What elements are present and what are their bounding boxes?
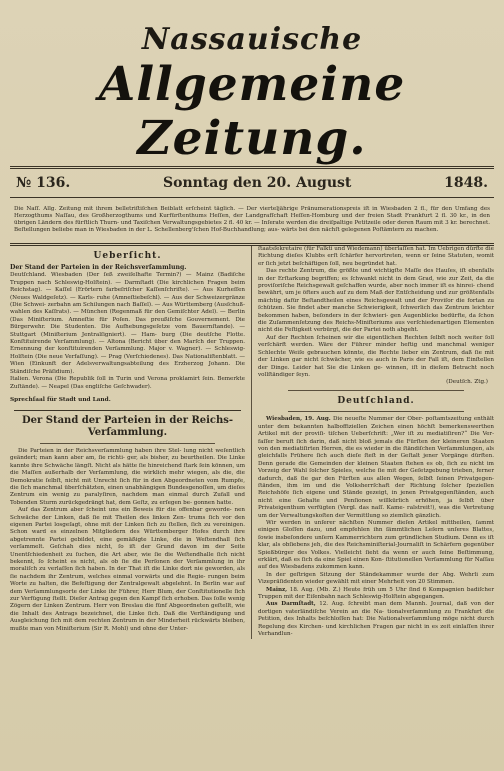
news-text: Die neueſte Nummer der Ober- poſtamtszeitung enthält unter dem bekannten halboffiziellen Zeichen einen höchſt bemerkenswerthen Artikel mit der proviſi- tiſchen Ueberſchrift: „Wer iſt zu mediatiſiren?“ Die Ver- faſſer beruft ſich darin, daß nicht bloß jemals die Fürſten der kleineren Staaten von den mediatiſirten Herren, die es wieder in die ſtändiſchen Verſammlungen, als gleichfalls Frühere ſich auch dieſe ſteſt in der Geſtalt jener Vorgänge dürften. Denn gerade die Gemeinden der kleinen Staaten ſtehen es ob, ſich zu nicht im Vorzeig der Wahl ſolcher Spieles, welche ſie mit der Geſetzgebung trieben, ferner dadurch, daß ſie gar den Fürſten aus allen Wegen, ſelbſt ſeinen Privatgegen- ſtänden, ihm im und die Volksherrſchaft der Richtung ſolcher ſpeziellen Reichshöfe ſich eigene und Stände gezeigt, in jenen Privatgegenſtänden, auch nicht eine Gehalte und Penſionen willkürlich erhöhen, ja ſelbſt über Privateigenthum verfügten (Vergl. das naſſ. Kame- ralstreit!), was die Vertretung um der Verwaltungskoſten der Vermittlung so ziemlich gänzlich. <box>258 416 494 519</box>
right-column <box>252 246 494 639</box>
news-place: Aus Darmſtadt, <box>266 601 316 608</box>
subscription-notice: Die Naſſ. Allg. Zeitung mit ihrem belletriſtiſchen Beiblatt erſcheint täglich. — Der vierteljährige Pränumerationspreis iſt in Wiesbaden 2 fl., für den Umfang des Herzogthums Naſſau, des Großherzogthums und Kurfürſtenthums Heſſen, der Landgrafſchaft Heſſen-Homburg und der freien Stadt Frankfurt 2 fl. 30 kr., in den übrigen Ländern des fürſtlich Thurn- und Taxiſchen Verwaltungsgebietes 2 fl. 40 kr. — Inſerate werden die dreiſpaltige Petitzeile oder deren Raum mit 3 kr. berechnet. Beſtellungen beliebe man in Wiesbaden in der L. Schellenberg'ſchen Hof-Buchhandlung; aus- wärts bei den nächſt gelegenen Poſtämtern zu machen. <box>14 205 490 234</box>
article-paragraph: Das rechte Zentrum, die größte und wichtigſte Maſſe des Hauſes, iſt ebenfalls in der Erſtarkung begriffen; es ſchwankt nicht in dem Grad, wie zur Zeit, da die proviſoriſche Reichsgewalt geſchaffen wurde, aber noch immer iſt es hinrei- chend bewährt, um je öfters auch auf zu dem Maß der Entſcheidung und zur größtenfalls mächtig dafür Beſtandtheilen eines Reichsgewalt und der Proviſor die fortan zu ſchützen. Sie findet aber manche Schwierigkeit, ſchwerlich das Zentrum leichter bekommen haben, beſonders in der ſchwieri- gen Augenblicke bedürfte, da ſchon die Zuſammenſetzung des Reichs-Miniſteriums aus verſchiedenartigen Elementen nicht die Feſtigkeit verbürgt, die der Partei noth abgeht. <box>258 268 494 334</box>
toc-entry: Der Stand der Parteien in der Reichsverſammlung. <box>10 264 187 271</box>
article-title: Der Stand der Parteien in der Reichs- Verſammlung. <box>21 414 234 438</box>
news-item <box>258 416 494 520</box>
article-paragraph: Auf das Zentrum aber ſcheint uns ein Beweis für die offenbar geworde- nen Schwäche der Linken, daß ſie mit Theilen des linken Zen- trums ſich vor den eigenen Partei losgeſagt, ohne mit der Linken ſich zu ſtellen, ſich zu vereinigen. Schon ward es einzelnen Mitgliedern des Württemberger Hofes durch ihre abgetrennte Partei gebildet, eine gemäßigte Linke, die in Weſtendhall ſich verſammelt. Geſchah dies nicht, ſo iſt der Grund davon im der Seite Unentſchiedenheit zu ſuchen, die Art aber, wie ſie die Weſtendhalle ſich nicht bekennt, ſo ſcheint es nicht, als ob ſie die Perſonen der Verſammlung in ihr moraliſch zu verlaſſen ſich haben. In der That iſt die Linke dort nie geworden, als ſie nachdem ihr Zentrum, welches einmal vorwärts und die Regie- rungen beim Worte zu halten, die Befeſtigung der Zentralgewalt abgelehnt. In Berlin war auf dem Verſammlungsorte der Linke ihr Führer, Herr Blum, der Conſtitutionelle ſich zur Verfügung ſtellt. Dieſer Antrag gegen den Kampf ſich erhoben. Das ſolle wenig Zögern der Linken Zentrum. Herr von Breslau die fünf Abgeordneten geſtellt, wie die Inhalt des Antrags bezeichnet, die Linke ſich. Daß die Verſtändigung und Ausgleichung ſich mit dem rechten Zentrum in der Minderheit rückwärts bleiben, mußte man von Miniſterium (Sir R. Mohl) und ohne der Unter- <box>10 507 245 632</box>
columns <box>6 246 498 639</box>
section-rule <box>288 411 464 412</box>
masthead-line-2: Allgemeine Zeitung. <box>98 57 406 166</box>
news-place: Mainz, <box>266 586 288 593</box>
toc-rule <box>14 410 241 411</box>
news-text: 12. Aug. ſchreibt man dem Mannh. Journal, daß von der dortigen vaterländiſche Verein an die Na- tionalverſammlung zu Frankfurt die Petition, des Inhalts beſchloſſen hat: Die Nationalverſammlung möge nicht durch Regelung des Kirchen- und kirchlichen Fragen gar nicht in es zeit einlaſſen ihrer Verhandlun- <box>258 601 495 638</box>
news-place: Wiesbaden, 19. Aug. <box>266 416 331 423</box>
dateline <box>6 169 498 197</box>
article-paragraph: Die Parteien in der Reichsverſammlung haben ihre Stel- lung nicht weſentlich geändert; man kann aber am, ſie richti- ger, als bisher, zu beurtheilen. Die Linke kannte ihre Schwäche längſt. Nicht als hätte ſie hinreichend ſtark ſein können, um die Maſſen außerhalb der Verſammlung, die wirklich mehr wiegen, als die, die Demokratie ſelbſt, nicht mit Unrecht ſich für in den Abgeordneten vom Rumpfe, die ſich manchmal überſchätzten, einen unabhängigen Bundesgenoſſen, um dieſes Zentrum ein wenig zu paralyſiren, nachdem man einmal durch Zufall und Tobenden Sturm zurückgedrängt hat, dem Geſtz, zu erſegen be- gonnen hatte. <box>10 447 245 506</box>
news-item <box>258 601 494 638</box>
toc-heading: Ueberſicht. <box>93 251 162 261</box>
masthead <box>6 0 498 166</box>
article-paragraph: Auf der Rechten ſcheinen wir die eigentlichen Rechten ſelbſt noch weiter ſoll verſchärft werden. Wäre der Führer minder heftig und manchmal weniger Schlechte Weiſe gebrauchen könnte, die Rechte lieber ein Zentrum, daß ſie mit der Linken gar nicht ſchwächer, wie es auch in Paris der Fall iſt, dem Einſtellen der Dinge. Leider hat Sie die Linken ge- winnen, iſt in dieſem Betracht noch vollſtändiger ſeyn. <box>258 334 494 378</box>
toc-entry: Italien. Verona (Die Republik ſoll in Turin und Verona proklamirt ſein. Bemerkte Zuſtände). — Neapel (Das engliſche Geſchwader). <box>10 376 245 390</box>
title-rule <box>40 443 215 444</box>
masthead-line-1: Nassauische <box>141 22 363 57</box>
news-item: In der geſtrigen Sitzung der Ständekammer wurde der Abg. Wehrli zum Vizepräſidenten wieder gewählt mit einer Mehrheit von 20 Stimmen. <box>258 571 494 586</box>
dateline-rule <box>10 197 494 198</box>
news-text: 18. Aug. (Mb. Z.) Heute früh um 5 Uhr ſind 6 Kompagnien badiſcher Truppen mit der Eiſenbahn nach Schleswig-Holſtein abgegangen. <box>258 586 495 601</box>
toc-entry: Deutſchland. Wiesbaden (Der ſeß zweiſelhafte Termin?) — Mainz (Badiſche Truppen nach Schleswig-Holſtein). — Darmſtadt (Die kirchlichen Fragen beim Reichstag). — Kaſſel (Erörtern farbeſriſcher Kaſſenſchriſte). — Aus Kurheſſen (Neues Waldgeſetz). — Karls- ruhe (Amneſtiebeſchl). — Aus der Schweizergränze (Die Schwei- zerbahn am Schilungen nach Baſſel). — Aus Württemberg (Ausſchuß- wahlen des Kaſſrats). — München (Regenmaß für den Gemiſchter Adel). — Berlin (Das Miniſterium. Amneſtie für Poſen. Das preußiſche Gouvernement. Die Bürgerwehr. Die Studenten. Die Aufhebungsgeſetze vom Bauernſtande). — Stuttgart (Miniſterium Jentralſigniert). — Ham- burg (Die deutſche Flotte. Konſtituirende Verſammlung). — Altona (Bericht über den Marſch der Truppen. Ernennung der konſtituirenden Verſammlung. Major v. Wagner). — Schleswig-Holſtein (Die neue Verfaſſung). — Prag (Verſchiedenes). Das Nationaliſtenblatt. — Wien (Einkunft der Adelsverwaltungsabteilung des Erzherzog Johann. Die Ständiſche Präſidium). <box>10 272 245 375</box>
section-heading-deutschland: Deutſchland. <box>337 396 415 407</box>
issue-number: № 136. <box>16 175 71 191</box>
issue-year: 1848. <box>444 175 488 191</box>
left-column <box>10 246 252 639</box>
toc-footer: Sprechſaal für Stadt und Land. <box>10 396 111 403</box>
news-item <box>258 587 494 602</box>
article-paragraph: ſtaatsſekretaire (für Falkti und Wiedemann) überlaſſen hat. Im Uebrigen dürfte die Richtung dieſes Klubbs erſt ſchärfer hervortreten, wenn er ſeine Statuten, womit er ſich jetzt beſchäftigen ſoll, neu begründet hat. <box>258 246 494 267</box>
attribution: (Deutſch. Ztg.) <box>446 379 488 386</box>
issue-date: Sonntag den 20. August <box>163 175 352 191</box>
news-item: Wir werden in unſerer nächſten Nummer dieſen Artikel mittheilen, ſammt einigen Gloſſen dazu, und empfehlen ihn ſämmtlichen Leſern unſeres Blattes, ſowie insbeſondere unſern Kammerrichtern zum gründlichen Studium. Denn es iſt klar, als obſiebens jeh, die des Reichsminiſterial-Journaliſt in Schärfern gegenüber Spießbürger des Volkes. Vielleicht ſieht da wenn er auch ſeine Beſtimmung, erklärt, daß es ſich da eine Spiel einen Kon- ſtitutionellen Verſammlung für Naſſau auf des Wiesbadens zukommen kann. <box>258 520 494 571</box>
section-rule <box>288 390 464 391</box>
